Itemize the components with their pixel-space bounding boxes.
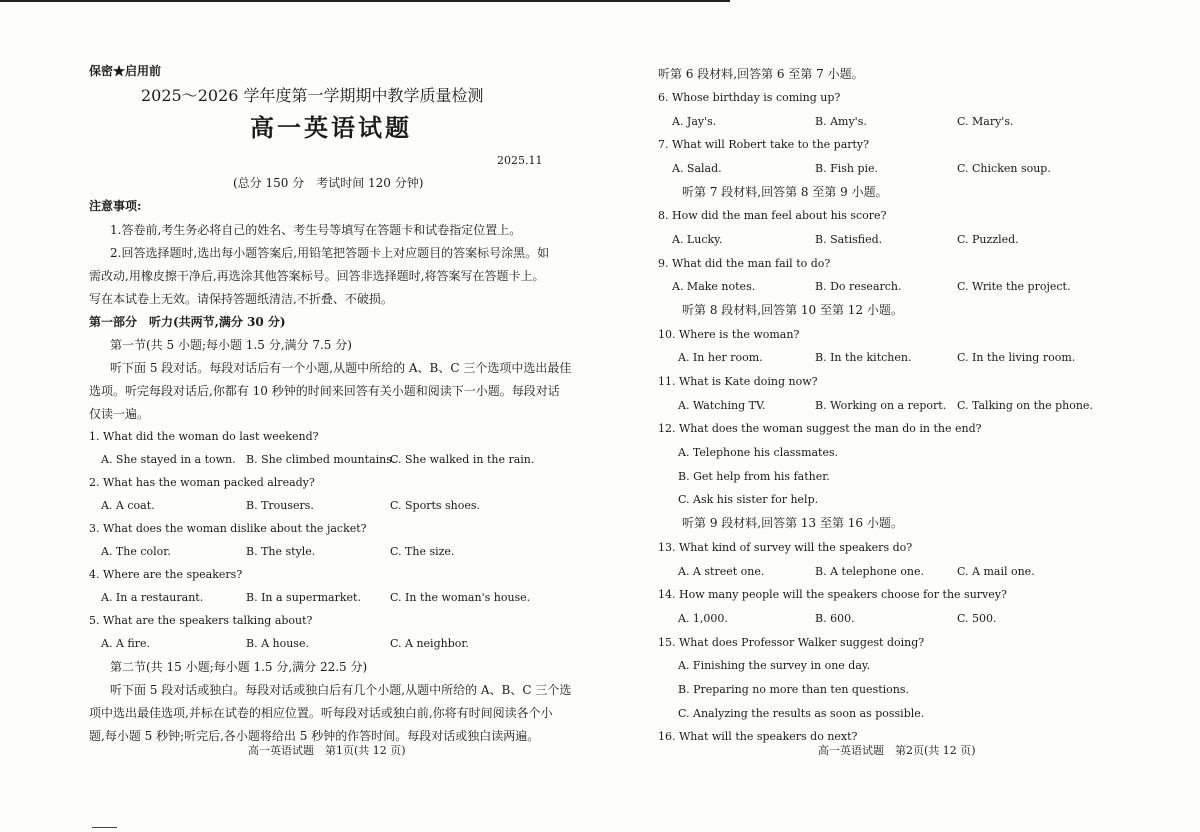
- question-1: 1. What did the woman do last weekend?: [89, 430, 319, 443]
- q7-option-c: C. Chicken soup.: [957, 162, 1051, 175]
- q12-option-c: C. Ask his sister for help.: [678, 493, 819, 506]
- q3-option-b: B. The style.: [246, 545, 316, 558]
- q15-option-b: B. Preparing no more than ten questions.: [678, 683, 909, 696]
- section-1-instruction-b: 选项。听完每段对话后,你都有 10 秒钟的时间来回答有关小题和阅读下一小题。每段对话: [89, 384, 560, 398]
- section-1-instruction-c: 仅读一遍。: [89, 407, 150, 421]
- q11-option-b: B. Working on a report.: [815, 399, 947, 412]
- confidential-label: 保密★启用前: [89, 64, 162, 78]
- question-2: 2. What has the woman packed already?: [89, 476, 315, 489]
- bottom-edge-mark: [92, 827, 117, 828]
- q4-option-a: A. In a restaurant.: [101, 591, 204, 604]
- q14-option-b: B. 600.: [815, 612, 855, 625]
- q9-option-c: C. Write the project.: [957, 280, 1071, 293]
- notice-item-2a: 2.回答选择题时,选出每小题答案后,用铅笔把答题卡上对应题目的答案标号涂黑。如: [110, 246, 550, 260]
- q6-option-b: B. Amy's.: [815, 115, 867, 128]
- q13-option-b: B. A telephone one.: [815, 565, 925, 578]
- score-time-line: (总分 150 分 考试时间 120 分钟): [233, 176, 424, 190]
- question-5: 5. What are the speakers talking about?: [89, 614, 313, 627]
- notice-item-1: 1.答卷前,考生务必将自己的姓名、考生号等填写在答题卡和试卷指定位置上。: [110, 223, 522, 237]
- q3-option-c: C. The size.: [390, 545, 455, 558]
- section-2-instruction-a: 听下面 5 段对话或独白。每段对话或独白后有几个小题,从题中所给的 A、B、C 三个选: [110, 683, 572, 697]
- material-9-heading: 听第 9 段材料,回答第 13 至第 16 小题。: [682, 516, 903, 530]
- page-2: [600, 0, 1200, 832]
- question-10: 10. Where is the woman?: [658, 328, 800, 341]
- question-11: 11. What is Kate doing now?: [658, 375, 818, 388]
- q10-option-c: C. In the living room.: [957, 351, 1076, 364]
- q9-option-b: B. Do research.: [815, 280, 902, 293]
- question-14: 14. How many people will the speakers choose for the survey?: [658, 588, 1007, 601]
- q14-option-a: A. 1,000.: [678, 612, 728, 625]
- q15-option-a: A. Finishing the survey in one day.: [678, 659, 871, 672]
- material-8-heading: 听第 8 段材料,回答第 10 至第 12 小题。: [682, 303, 903, 317]
- q13-option-c: C. A mail one.: [957, 565, 1035, 578]
- q14-option-c: C. 500.: [957, 612, 997, 625]
- exam-title: 高一英语试题: [250, 113, 412, 142]
- q8-option-b: B. Satisfied.: [815, 233, 883, 246]
- q12-option-b: B. Get help from his father.: [678, 470, 830, 483]
- q10-option-a: A. In her room.: [678, 351, 763, 364]
- material-7-heading: 听第 7 段材料,回答第 8 至第 9 小题。: [682, 185, 888, 199]
- q8-option-c: C. Puzzled.: [957, 233, 1019, 246]
- q5-option-a: A. A fire.: [101, 637, 150, 650]
- question-15: 15. What does Professor Walker suggest doing?: [658, 636, 925, 649]
- q7-option-b: B. Fish pie.: [815, 162, 879, 175]
- exam-subtitle: 2025～2026 学年度第一学期期中教学质量检测: [141, 86, 484, 105]
- question-13: 13. What kind of survey will the speakers do?: [658, 541, 913, 554]
- q3-option-a: A. The color.: [101, 545, 171, 558]
- q6-option-c: C. Mary's.: [957, 115, 1014, 128]
- q5-option-c: C. A neighbor.: [390, 637, 469, 650]
- question-9: 9. What did the man fail to do?: [658, 257, 831, 270]
- q9-option-a: A. Make notes.: [672, 280, 756, 293]
- page-1-footer: 高一英语试题 第1页(共 12 页): [248, 744, 406, 757]
- section-1-heading: 第一节(共 5 小题;每小题 1.5 分,满分 7.5 分): [110, 338, 352, 352]
- q13-option-a: A. A street one.: [678, 565, 765, 578]
- question-6: 6. Whose birthday is coming up?: [658, 91, 841, 104]
- q1-option-b: B. She climbed mountains.: [246, 453, 396, 466]
- question-4: 4. Where are the speakers?: [89, 568, 243, 581]
- q1-option-c: C. She walked in the rain.: [390, 453, 535, 466]
- section-2-instruction-c: 题,每小题 5 秒钟;听完后,各小题将给出 5 秒钟的作答时间。每段对话或独白读两遍。: [89, 729, 540, 743]
- q2-option-c: C. Sports shoes.: [390, 499, 481, 512]
- question-7: 7. What will Robert take to the party?: [658, 138, 870, 151]
- section-1-instruction-a: 听下面 5 段对话。每段对话后有一个小题,从题中所给的 A、B、C 三个选项中选出最佳: [110, 361, 572, 375]
- notice-heading: 注意事项:: [89, 199, 142, 213]
- q11-option-c: C. Talking on the phone.: [957, 399, 1093, 412]
- q15-option-c: C. Analyzing the results as soon as possible.: [678, 707, 925, 720]
- notice-item-2c: 写在本试卷上无效。请保持答题纸清洁,不折叠、不破损。: [89, 292, 393, 306]
- notice-item-2b: 需改动,用橡皮擦干净后,再选涂其他答案标号。回答非选择题时,将答案写在答题卡上。: [89, 269, 545, 283]
- q1-option-a: A. She stayed in a town.: [101, 453, 236, 466]
- exam-date: 2025.11: [497, 154, 543, 167]
- part-1-heading: 第一部分 听力(共两节,满分 30 分): [89, 315, 286, 329]
- section-2-instruction-b: 项中选出最佳选项,并标在试卷的相应位置。听每段对话或独白前,你将有时间阅读各个小: [89, 706, 553, 720]
- question-3: 3. What does the woman dislike about the jacket?: [89, 522, 367, 535]
- q6-option-a: A. Jay's.: [672, 115, 717, 128]
- question-16: 16. What will the speakers do next?: [658, 730, 858, 743]
- q10-option-b: B. In the kitchen.: [815, 351, 912, 364]
- q5-option-b: B. A house.: [246, 637, 309, 650]
- q2-option-b: B. Trousers.: [246, 499, 314, 512]
- q7-option-a: A. Salad.: [672, 162, 722, 175]
- section-2-heading: 第二节(共 15 小题;每小题 1.5 分,满分 22.5 分): [110, 660, 368, 674]
- material-6-heading: 听第 6 段材料,回答第 6 至第 7 小题。: [658, 67, 864, 81]
- q12-option-a: A. Telephone his classmates.: [678, 446, 839, 459]
- q8-option-a: A. Lucky.: [672, 233, 723, 246]
- q4-option-c: C. In the woman's house.: [390, 591, 531, 604]
- q11-option-a: A. Watching TV.: [678, 399, 766, 412]
- question-12: 12. What does the woman suggest the man do in the end?: [658, 422, 982, 435]
- q4-option-b: B. In a supermarket.: [246, 591, 361, 604]
- page-2-footer: 高一英语试题 第2页(共 12 页): [818, 744, 976, 757]
- question-8: 8. How did the man feel about his score?: [658, 209, 887, 222]
- q2-option-a: A. A coat.: [101, 499, 155, 512]
